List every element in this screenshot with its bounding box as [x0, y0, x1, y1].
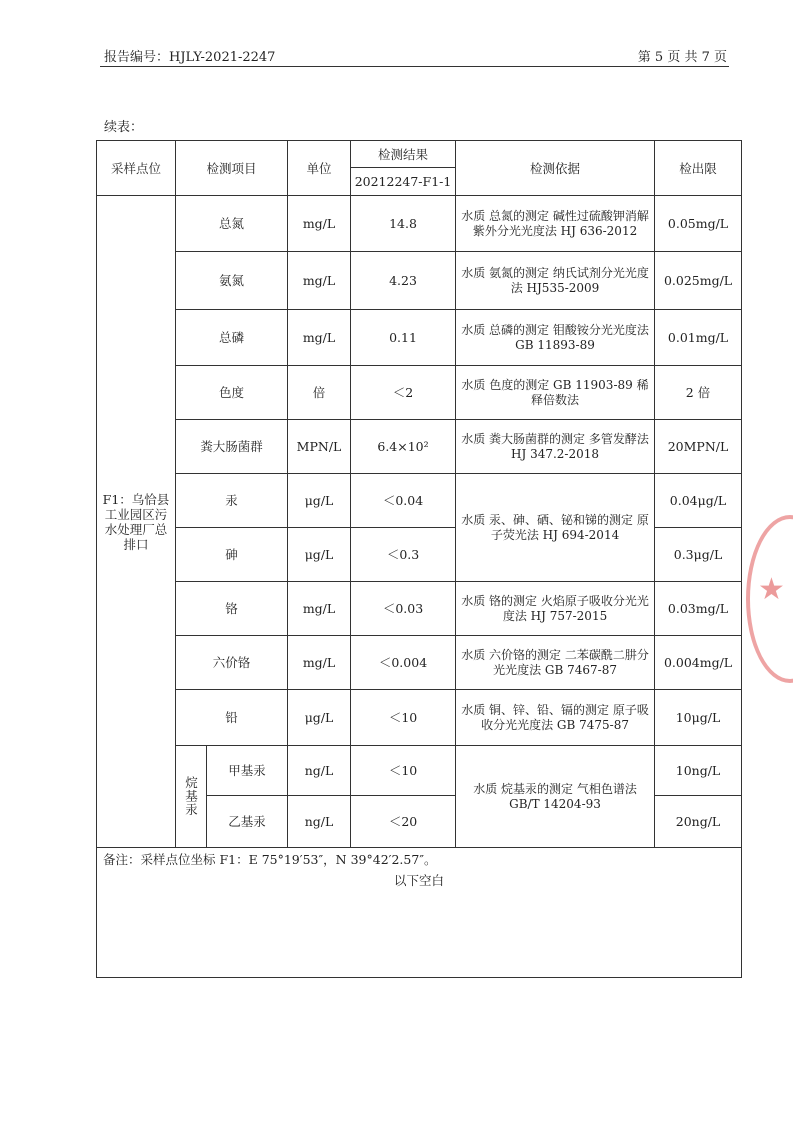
continued-label: 续表： [104, 120, 144, 135]
basis-cell: 水质 汞、砷、硒、铋和锑的测定 原子荧光法 HJ 694-2014 [456, 474, 655, 582]
limit-cell: 0.04μg/L [655, 474, 742, 528]
item-cell: 总氮 [176, 196, 288, 252]
basis-cell: 水质 铜、锌、铅、镉的测定 原子吸收分光光度法 GB 7475-87 [456, 690, 655, 746]
basis-cell: 水质 六价铬的测定 二苯碳酰二肼分光光度法 GB 7467-87 [456, 636, 655, 690]
item-cell: 铬 [176, 582, 288, 636]
unit-cell: ng/L [288, 746, 351, 796]
result-cell: 14.8 [351, 196, 456, 252]
table-row [97, 252, 742, 310]
item-cell: 铅 [176, 690, 288, 746]
result-cell: 6.4×10² [351, 420, 456, 474]
header-result: 检测结果 [351, 141, 456, 168]
table-row [97, 474, 742, 528]
item-cell: 氨氮 [176, 252, 288, 310]
result-cell: ＜2 [351, 366, 456, 420]
table-row [97, 636, 742, 690]
limit-cell: 20ng/L [655, 796, 742, 848]
basis-cell: 水质 粪大肠菌群的测定 多管发酵法 HJ 347.2-2018 [456, 420, 655, 474]
item-cell: 砷 [176, 528, 288, 582]
limit-cell: 20MPN/L [655, 420, 742, 474]
result-cell: ＜20 [351, 796, 456, 848]
header-rule [100, 66, 729, 67]
limit-cell: 0.05mg/L [655, 196, 742, 252]
item-cell: 色度 [176, 366, 288, 420]
limit-cell: 0.004mg/L [655, 636, 742, 690]
basis-cell: 水质 氨氮的测定 纳氏试剂分光光度法 HJ535-2009 [456, 252, 655, 310]
result-cell: ＜10 [351, 746, 456, 796]
header-site: 采样点位 [97, 141, 176, 196]
sampling-site: F1：乌恰县工业园区污水处理厂总排口 [97, 196, 176, 848]
limit-cell: 0.025mg/L [655, 252, 742, 310]
limit-cell: 0.03mg/L [655, 582, 742, 636]
table-row [97, 310, 742, 366]
result-cell: ＜0.004 [351, 636, 456, 690]
item-cell: 汞 [176, 474, 288, 528]
alkyl-mercury-group: 烷基汞 [176, 746, 207, 848]
seal-star-icon: ★ [758, 572, 785, 607]
unit-cell: mg/L [288, 636, 351, 690]
header-limit: 检出限 [655, 141, 742, 196]
report-number: 报告编号：HJLY-2021-2247 [104, 50, 276, 65]
basis-cell: 水质 总磷的测定 钼酸铵分光光度法 GB 11893-89 [456, 310, 655, 366]
limit-cell: 2 倍 [655, 366, 742, 420]
limit-cell: 0.01mg/L [655, 310, 742, 366]
basis-cell: 水质 总氮的测定 碱性过硫酸钾消解 紫外分光光度法 HJ 636-2012 [456, 196, 655, 252]
result-cell: ＜0.3 [351, 528, 456, 582]
basis-cell: 水质 铬的测定 火焰原子吸收分光光度法 HJ 757-2015 [456, 582, 655, 636]
item-cell: 甲基汞 [207, 746, 288, 796]
header-basis: 检测依据 [456, 141, 655, 196]
unit-cell: mg/L [288, 582, 351, 636]
limit-cell: 0.3μg/L [655, 528, 742, 582]
unit-cell: 倍 [288, 366, 351, 420]
basis-cell: 水质 烷基汞的测定 气相色谱法 GB/T 14204-93 [456, 746, 655, 848]
unit-cell: mg/L [288, 196, 351, 252]
result-cell: ＜10 [351, 690, 456, 746]
table-row [97, 746, 742, 796]
unit-cell: mg/L [288, 252, 351, 310]
table-row [97, 196, 742, 252]
item-cell: 总磷 [176, 310, 288, 366]
item-cell: 六价铬 [176, 636, 288, 690]
header-sample-id: 20212247-F1-1 [351, 168, 456, 196]
results-table [96, 140, 742, 978]
item-cell: 乙基汞 [207, 796, 288, 848]
unit-cell: mg/L [288, 310, 351, 366]
item-cell: 粪大肠菌群 [176, 420, 288, 474]
table-row [97, 366, 742, 420]
limit-cell: 10ng/L [655, 746, 742, 796]
unit-cell: μg/L [288, 528, 351, 582]
unit-cell: μg/L [288, 474, 351, 528]
result-cell: 0.11 [351, 310, 456, 366]
unit-cell: ng/L [288, 796, 351, 848]
table-row [97, 690, 742, 746]
basis-cell: 水质 色度的测定 GB 11903-89 稀释倍数法 [456, 366, 655, 420]
header-unit: 单位 [288, 141, 351, 196]
table-row [97, 582, 742, 636]
result-cell: ＜0.04 [351, 474, 456, 528]
unit-cell: μg/L [288, 690, 351, 746]
table-row [97, 420, 742, 474]
blank-below-note: 以下空白 [394, 873, 445, 888]
header-item: 检测项目 [176, 141, 288, 196]
limit-cell: 10μg/L [655, 690, 742, 746]
page-indicator: 第 5 页 共 7 页 [637, 50, 727, 65]
unit-cell: MPN/L [288, 420, 351, 474]
result-cell: ＜0.03 [351, 582, 456, 636]
result-cell: 4.23 [351, 252, 456, 310]
remark-text: 备注：采样点位坐标 F1：E 75°19′53″，N 39°42′2.57″。 [103, 852, 437, 867]
remarks [97, 848, 742, 978]
